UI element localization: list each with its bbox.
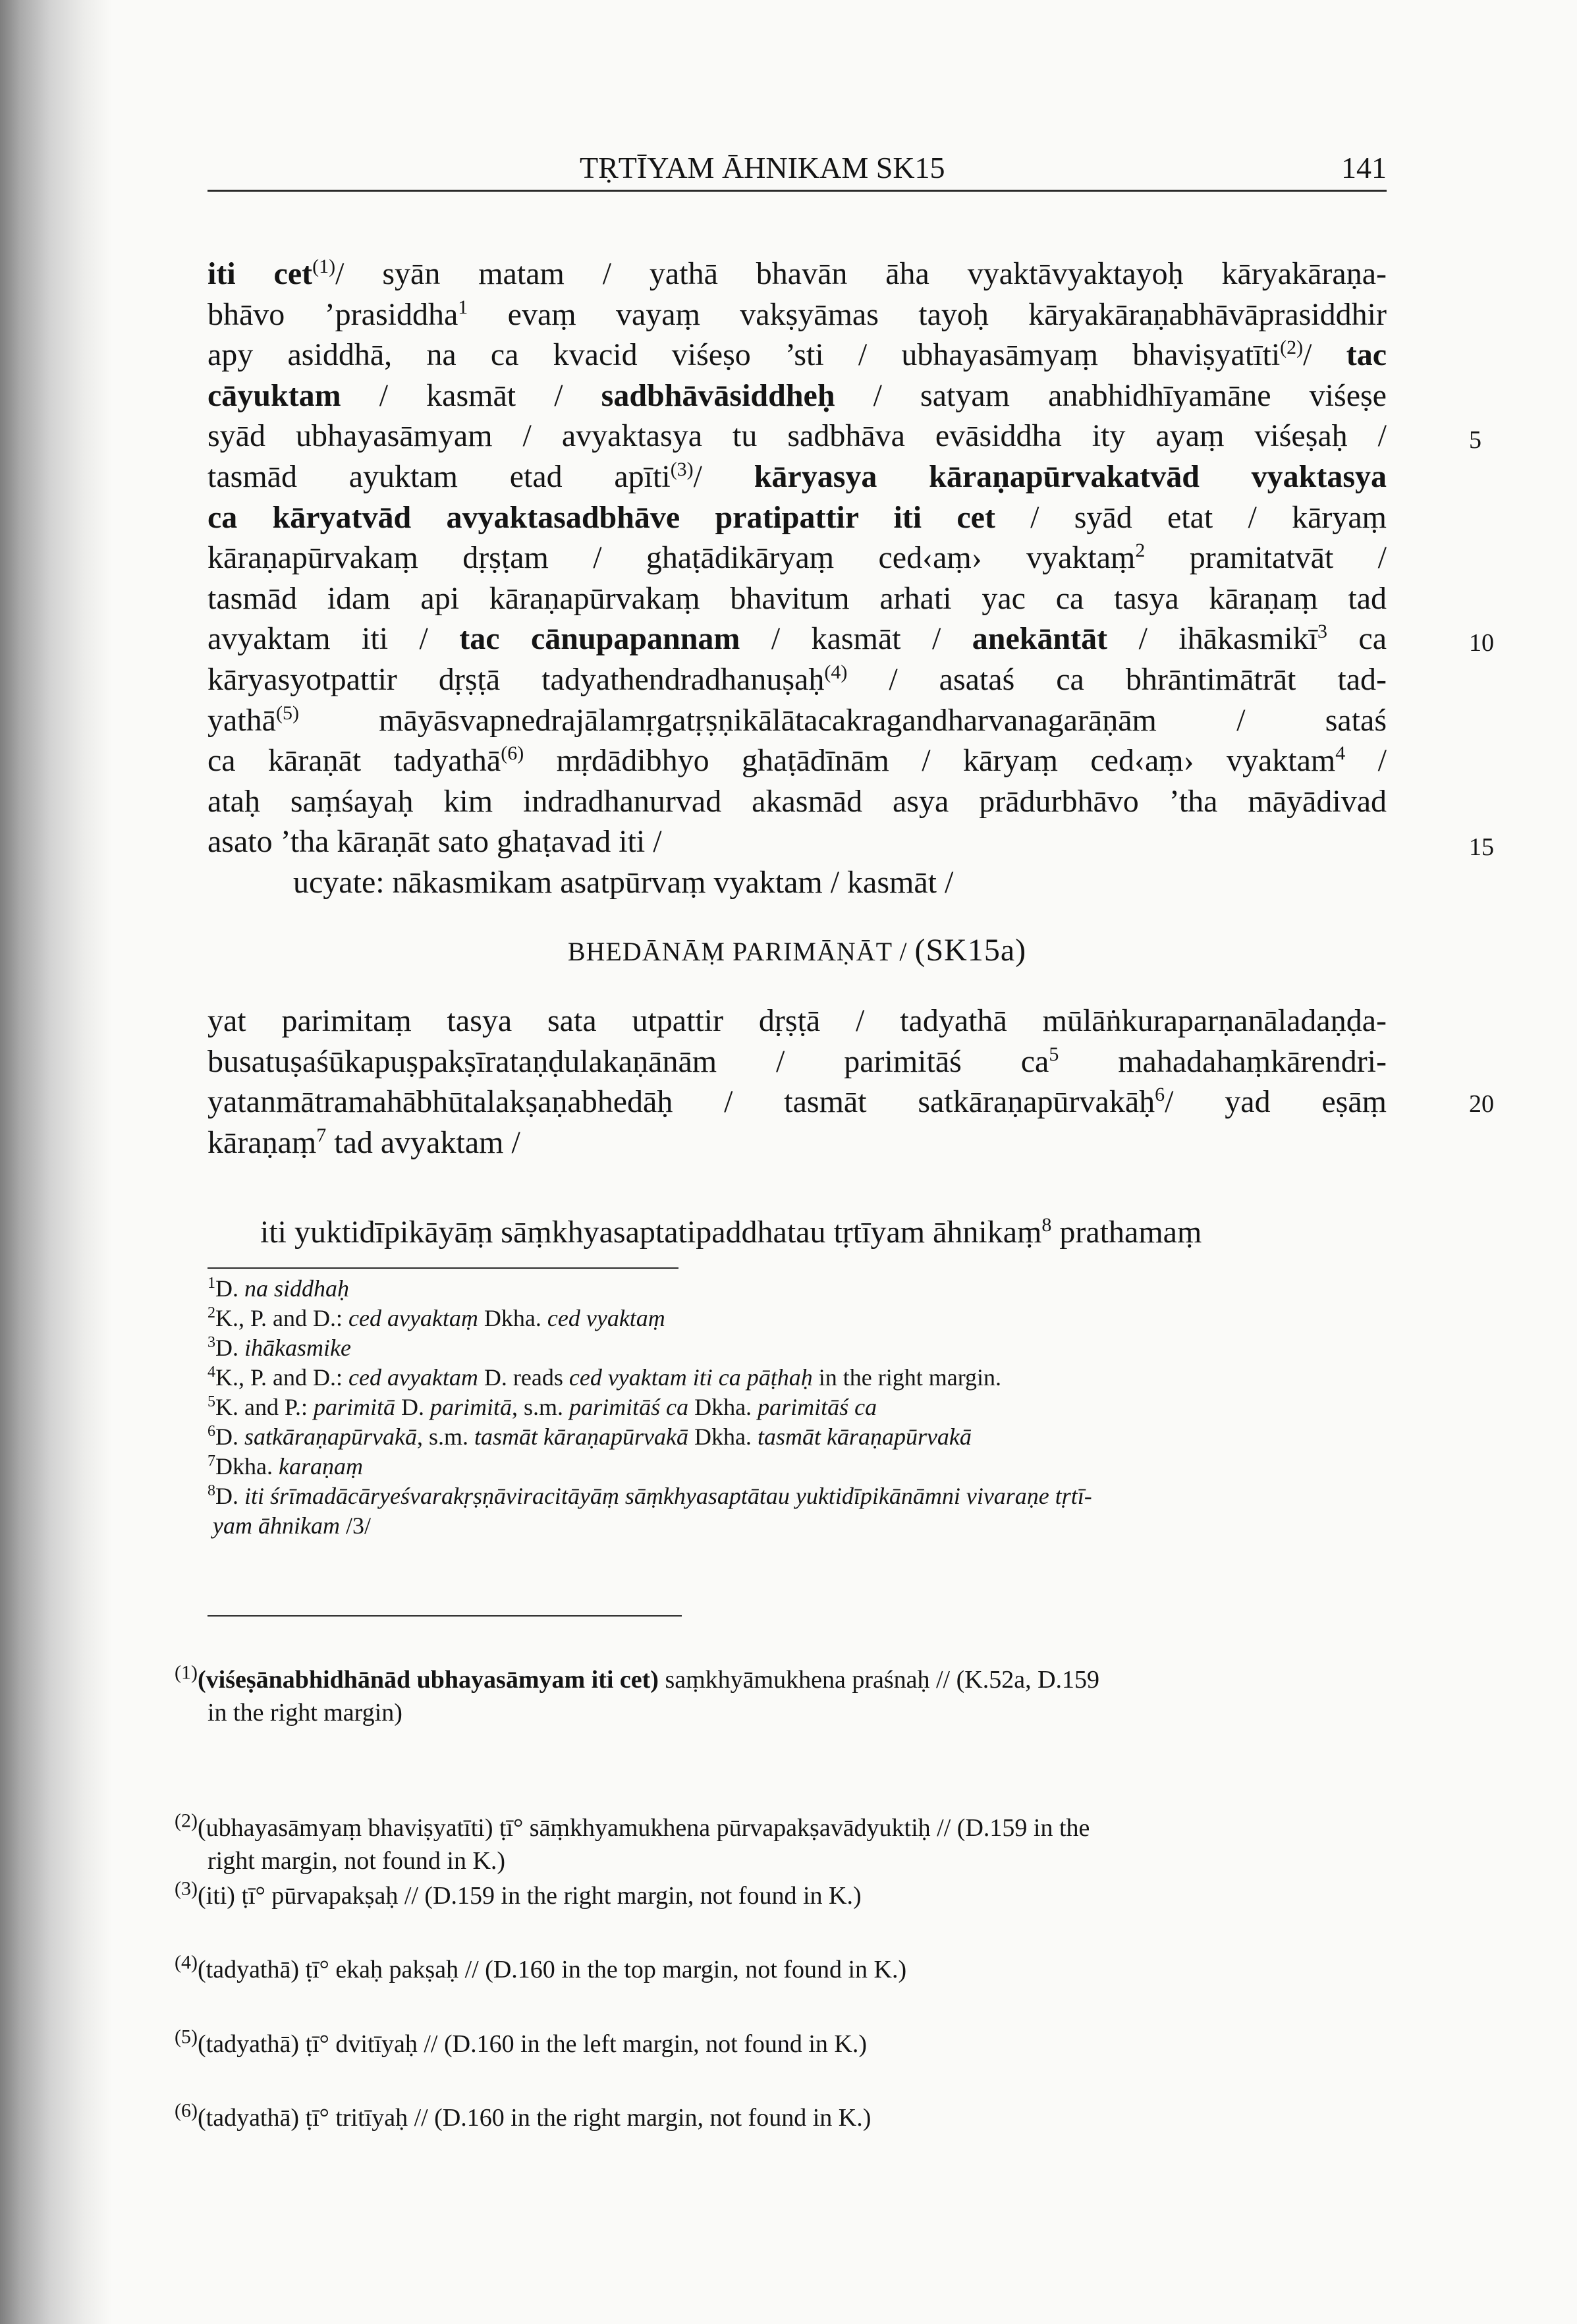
- bold-text: (viśeṣānabhidhānād ubhayasāmyam iti cet): [197, 1666, 659, 1694]
- section-heading: [208, 930, 1387, 972]
- footnote: [208, 1363, 1001, 1392]
- text-run: ca kāraṇāt tadyathā: [208, 743, 501, 779]
- footnote: [208, 1481, 1092, 1510]
- text-run: (ubhayasāmyaṃ bhaviṣyatīti) ṭī° sāṃkhyamukhena pūrvapakṣavādyuktiḥ // (D.159 in the: [197, 1814, 1090, 1842]
- apparatus-rule: [208, 1615, 682, 1617]
- footnote: [208, 1274, 349, 1303]
- footnote-number: 2: [208, 1304, 215, 1321]
- italic-text: parimitāś ca: [758, 1394, 877, 1420]
- line-number-10: 10: [1469, 629, 1494, 657]
- text-run: prathamaṃ: [1051, 1215, 1202, 1250]
- text-run: (iti) ṭī° pūrvapakṣaḥ // (D.159 in the right margin, not found in K.): [197, 1882, 862, 1910]
- apparatus-note: [175, 1663, 1099, 1696]
- bold-text: iti cet: [208, 256, 313, 291]
- scan-page-edge-shadow: [0, 0, 112, 2324]
- text-run: ataḥ saṃśayaḥ kim indradhanurvad akasmād asya prādurbhāvo ’tha māyādivad: [208, 783, 1387, 819]
- text-run: / yad eṣāṃ: [1165, 1084, 1387, 1120]
- note-marker: 5: [1049, 1043, 1059, 1065]
- line-number-5: 5: [1469, 426, 1481, 454]
- text-run: / syān matam / yathā bhavān āha vyaktāvyaktayoḥ kāryakāraṇa-: [335, 256, 1387, 291]
- text-run: / kasmāt /: [740, 621, 972, 657]
- footnote: [208, 1333, 351, 1362]
- note-marker: 8: [1041, 1214, 1052, 1236]
- text-run: syād ubhayasāmyam / avyaktasya tu sadbhāva evāsiddha ity ayaṃ viśeṣaḥ /: [208, 418, 1387, 454]
- italic-text: na siddhaḥ: [244, 1275, 350, 1302]
- text-line: [208, 1122, 1387, 1163]
- text-run: avyaktam iti /: [208, 621, 460, 657]
- text-run: Dkha.: [688, 1394, 758, 1420]
- text-run: /: [693, 459, 754, 494]
- text-line: [208, 497, 1387, 538]
- page-number: 141: [1341, 151, 1387, 184]
- text-run: / ihākasmikī: [1107, 621, 1317, 657]
- text-run: yat parimitaṃ tasya sata utpattir dṛṣṭā / tadyathā mūlāṅkuraparṇanāladaṇḍa-: [208, 1003, 1387, 1038]
- note-marker: (1): [175, 1661, 198, 1684]
- bold-text: tac: [1346, 337, 1387, 373]
- text-run: tasmād idam api kāraṇapūrvakaṃ bhavitum arhati yac ca tasya kāraṇaṃ tad: [208, 580, 1387, 616]
- continuation-text: right margin, not found in K.): [208, 1847, 506, 1875]
- text-run: /: [1345, 743, 1387, 779]
- line-number-20: 20: [1469, 1090, 1494, 1118]
- bold-text: cāyuktam: [208, 377, 341, 413]
- colophon: [260, 1212, 1202, 1253]
- text-line: [208, 335, 1387, 375]
- italic-text: ced vyaktam iti ca pāṭhaḥ: [568, 1364, 813, 1391]
- italic-text: satkāraṇapūrvakā: [244, 1424, 417, 1450]
- footnote-number: 7: [208, 1452, 215, 1470]
- footnote: [208, 1422, 972, 1451]
- footnote-number: 3: [208, 1334, 215, 1351]
- text-line: [208, 538, 1387, 578]
- footnote-number: 6: [208, 1423, 215, 1440]
- note-marker: (5): [175, 2026, 198, 2048]
- footnote: [208, 1452, 363, 1481]
- header-rule: [208, 190, 1387, 192]
- text-run: (tadyathā) ṭī° dvitīyaḥ // (D.160 in the left margin, not found in K.): [197, 2030, 868, 2058]
- text-run: pramitatvāt /: [1145, 540, 1387, 576]
- text-run: K., P. and D.:: [215, 1364, 349, 1391]
- note-marker: 7: [316, 1124, 327, 1146]
- apparatus-note: [175, 1696, 402, 1729]
- bold-text: tac cānupapannam: [459, 621, 740, 657]
- text-run: kāryasyotpattir dṛṣṭā tadyathendradhanuṣaḥ: [208, 662, 825, 697]
- italic-text: ihākasmike: [244, 1335, 351, 1361]
- text-run: / satyam anabhidhīyamāne viśeṣe: [835, 377, 1387, 413]
- footnote: [208, 1304, 665, 1333]
- text-run: kāraṇapūrvakaṃ dṛṣṭam / ghaṭādikāryaṃ ced‹aṃ› vyaktaṃ: [208, 540, 1136, 576]
- text-run: D.: [215, 1335, 244, 1361]
- italic-text: ced vyaktaṃ: [547, 1305, 665, 1331]
- italic-text: karaṇaṃ: [278, 1453, 363, 1480]
- text-run: K. and P.:: [215, 1394, 314, 1420]
- text-run: / kasmāt /: [341, 377, 601, 413]
- section-heading-sk: (SK15a): [914, 933, 1027, 968]
- note-marker: (1): [312, 256, 336, 277]
- text-run: bhāvo ’prasiddha: [208, 296, 458, 332]
- bold-text: anekāntāt: [972, 621, 1108, 657]
- text-line: [208, 375, 1387, 416]
- text-line: [293, 862, 953, 903]
- bold-text: ca kāryatvād avyaktasadbhāve pratipattir iti cet: [208, 499, 995, 535]
- footnote-number: 5: [208, 1393, 215, 1410]
- note-marker: (6): [175, 2099, 198, 2122]
- note-marker: (6): [501, 742, 524, 765]
- text-run: / asataś ca bhrāntimātrāt tad-: [847, 662, 1387, 697]
- text-run: iti yuktidīpikāyāṃ sāṃkhyasaptatipaddhatau tṛtīyam āhnikaṃ: [260, 1215, 1042, 1250]
- text-run: D.: [215, 1424, 244, 1450]
- note-marker: (3): [175, 1877, 198, 1900]
- italic-text: tasmāt kāraṇapūrvakā: [474, 1424, 688, 1450]
- text-line: [208, 1082, 1387, 1122]
- apparatus-note: [175, 1879, 862, 1912]
- text-line: [208, 416, 1387, 456]
- note-marker: (3): [670, 458, 694, 480]
- text-run: Dkha.: [478, 1305, 547, 1331]
- footnote: [208, 1393, 877, 1422]
- text-run: in the right margin.: [812, 1364, 1002, 1391]
- continuation-text: in the right margin): [208, 1699, 402, 1727]
- italic-text: parimitā: [430, 1394, 512, 1420]
- note-marker: (5): [275, 702, 299, 724]
- text-run: tasmād ayuktam etad apīti: [208, 459, 671, 494]
- text-run: busatuṣaśūkapuṣpakṣīrataṇḍulakaṇānām / parimitāś ca: [208, 1043, 1049, 1079]
- apparatus-note: [175, 2101, 871, 2134]
- text-line: [208, 1041, 1387, 1082]
- section-heading-smallcaps: BHEDĀNĀṂ PARIMĀṆĀT /: [567, 937, 908, 966]
- apparatus-note: [175, 2028, 867, 2061]
- bold-text: sadbhāvāsiddheḥ: [601, 377, 835, 413]
- text-run: K., P. and D.:: [215, 1305, 349, 1331]
- text-run: kāraṇaṃ: [208, 1124, 317, 1160]
- italic-text: tasmāt kāraṇapūrvakā: [757, 1424, 972, 1450]
- text-run: asato ’tha kāraṇāt sato ghaṭavad iti /: [208, 824, 662, 860]
- text-run: Dkha.: [215, 1453, 279, 1480]
- text-run: saṃkhyāmukhena praśnaḥ // (K.52a, D.159: [658, 1666, 1100, 1694]
- text-run: (tadyathā) ṭī° ekaḥ pakṣaḥ // (D.160 in the top margin, not found in K.): [197, 1956, 907, 1983]
- note-marker: 2: [1135, 540, 1146, 562]
- text-run: mṛdādibhyo ghaṭādīnām / kāryaṃ ced‹aṃ› vyaktam: [524, 743, 1336, 779]
- text-line: [208, 781, 1387, 822]
- text-run: māyāsvapnedrajālamṛgatṛṣṇikālātacakragandharvanagarāṇām / sataś: [298, 702, 1387, 738]
- footnote: [213, 1511, 371, 1540]
- text-run: yathā: [208, 702, 276, 738]
- text-run: , s.m.: [416, 1424, 474, 1450]
- running-header-title: TṚTĪYAM ĀHNIKAM SK15: [580, 151, 945, 184]
- footnote-number: 1: [208, 1275, 215, 1292]
- text-run: /3/: [339, 1512, 371, 1539]
- text-line: [208, 1001, 1387, 1041]
- text-run: / syād etat / kāryaṃ: [995, 499, 1387, 535]
- italic-text: ced avyaktam: [348, 1364, 478, 1391]
- note-marker: (4): [175, 1951, 198, 1974]
- apparatus-note: [175, 1812, 1090, 1844]
- footnote-rule: [208, 1267, 678, 1269]
- text-line: [208, 294, 1387, 335]
- italic-text: ced avyaktaṃ: [348, 1305, 478, 1331]
- text-line: [208, 254, 1387, 294]
- note-marker: (4): [824, 661, 848, 683]
- footnote-number: 8: [208, 1482, 215, 1499]
- apparatus-note: [175, 1844, 505, 1877]
- text-run: yatanmātramahābhūtalakṣaṇabhedāḥ / tasmāt satkāraṇapūrvakāḥ: [208, 1084, 1155, 1120]
- note-marker: 4: [1335, 742, 1346, 765]
- text-run: ucyate: nākasmikam asatpūrvaṃ vyaktam / kasmāt /: [293, 865, 954, 900]
- text-run: Dkha.: [688, 1424, 758, 1450]
- text-line: [208, 740, 1387, 781]
- note-marker: (2): [175, 1810, 198, 1832]
- note-marker: (2): [1280, 337, 1304, 359]
- text-run: /: [1303, 337, 1346, 373]
- text-line: [208, 659, 1387, 700]
- text-run: D.: [395, 1394, 431, 1420]
- italic-text: parimitāś ca: [569, 1394, 689, 1420]
- text-run: mahadahaṃkārendri-: [1059, 1043, 1387, 1079]
- italic-text: iti śrīmadācāryeśvarakṛṣṇāviracitāyāṃ sāṃkhyasaptātau yuktidīpikānāmni vivaraṇe tṛtī-: [244, 1483, 1092, 1509]
- text-line: [208, 821, 1387, 862]
- line-number-15: 15: [1469, 833, 1494, 861]
- italic-text: yam āhnikam: [213, 1512, 340, 1539]
- text-line: [208, 700, 1387, 741]
- apparatus-note: [175, 1953, 906, 1986]
- text-run: D.: [215, 1275, 244, 1302]
- text-run: apy asiddhā, na ca kvacid viśeṣo ’sti / ubhayasāmyaṃ bhaviṣyatīti: [208, 337, 1281, 373]
- text-run: evaṃ vayaṃ vakṣyāmas tayoḥ kāryakāraṇabhāvāprasiddhir: [468, 296, 1387, 332]
- text-run: D. reads: [478, 1364, 569, 1391]
- text-run: (tadyathā) ṭī° tritīyaḥ // (D.160 in the right margin, not found in K.): [197, 2104, 872, 2132]
- text-line: [208, 456, 1387, 497]
- text-run: , s.m.: [512, 1394, 570, 1420]
- text-run: D.: [215, 1483, 244, 1509]
- running-header: [208, 150, 1387, 190]
- text-line: [208, 578, 1387, 619]
- note-marker: 1: [458, 296, 468, 318]
- footnote-number: 4: [208, 1364, 215, 1381]
- text-line: [208, 619, 1387, 659]
- text-run: ca: [1327, 621, 1387, 657]
- note-marker: 6: [1155, 1084, 1165, 1106]
- text-run: tad avyaktam /: [326, 1124, 520, 1160]
- note-marker: 3: [1317, 621, 1327, 643]
- italic-text: parimitā: [314, 1394, 396, 1420]
- bold-text: kāryasya kāraṇapūrvakatvād vyaktasya: [754, 459, 1387, 494]
